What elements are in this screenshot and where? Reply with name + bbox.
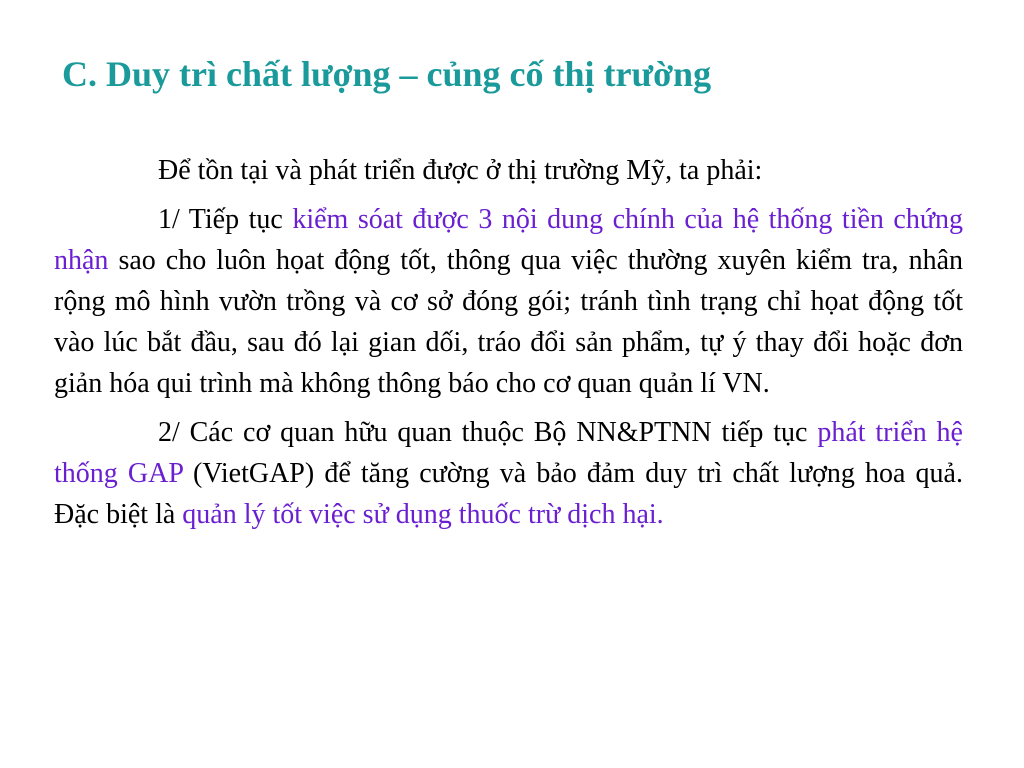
slide-title: C. Duy trì chất lượng – củng cố thị trường (62, 54, 712, 94)
point-2-prefix: 2/ Các cơ quan hữu quan thuộc Bộ NN&PTNN tiếp tục (158, 417, 818, 448)
point-2-highlight-1: phát triển hệ thống GAP (54, 417, 963, 489)
point-2-highlight-2: quản lý tốt việc sử dụng thuốc trừ dịch hại. (182, 499, 664, 530)
point-1-highlight: kiểm sóat được 3 nội dung chính của hệ thống tiền chứng nhận (54, 204, 964, 276)
intro-paragraph: Để tồn tại và phát triển được ở thị trường Mỹ, ta phải: (158, 155, 763, 186)
point-2-paragraph (54, 412, 963, 535)
point-1-paragraph (54, 199, 963, 404)
point-1-prefix: 1/ Tiếp tục (158, 204, 293, 235)
slide-body (54, 150, 963, 535)
point-2-middle: (VietGAP) để tăng cường và bảo đảm duy trì chất lượng hoa quả. Đặc biệt là (54, 458, 963, 530)
point-1-rest: sao cho luôn họat động tốt, thông qua việc thường xuyên kiểm tra, nhân rộng mô hình vườn trồng và cơ sở đóng gói; tránh tình trạng chỉ họat động tốt vào lúc bắt đầu, sau đó lại gian dối, tráo đổi sản phẩm, tự ý thay đổi hoặc đơn giản hóa qui trình mà không thông báo cho cơ quan quản lí VN. (54, 245, 963, 399)
